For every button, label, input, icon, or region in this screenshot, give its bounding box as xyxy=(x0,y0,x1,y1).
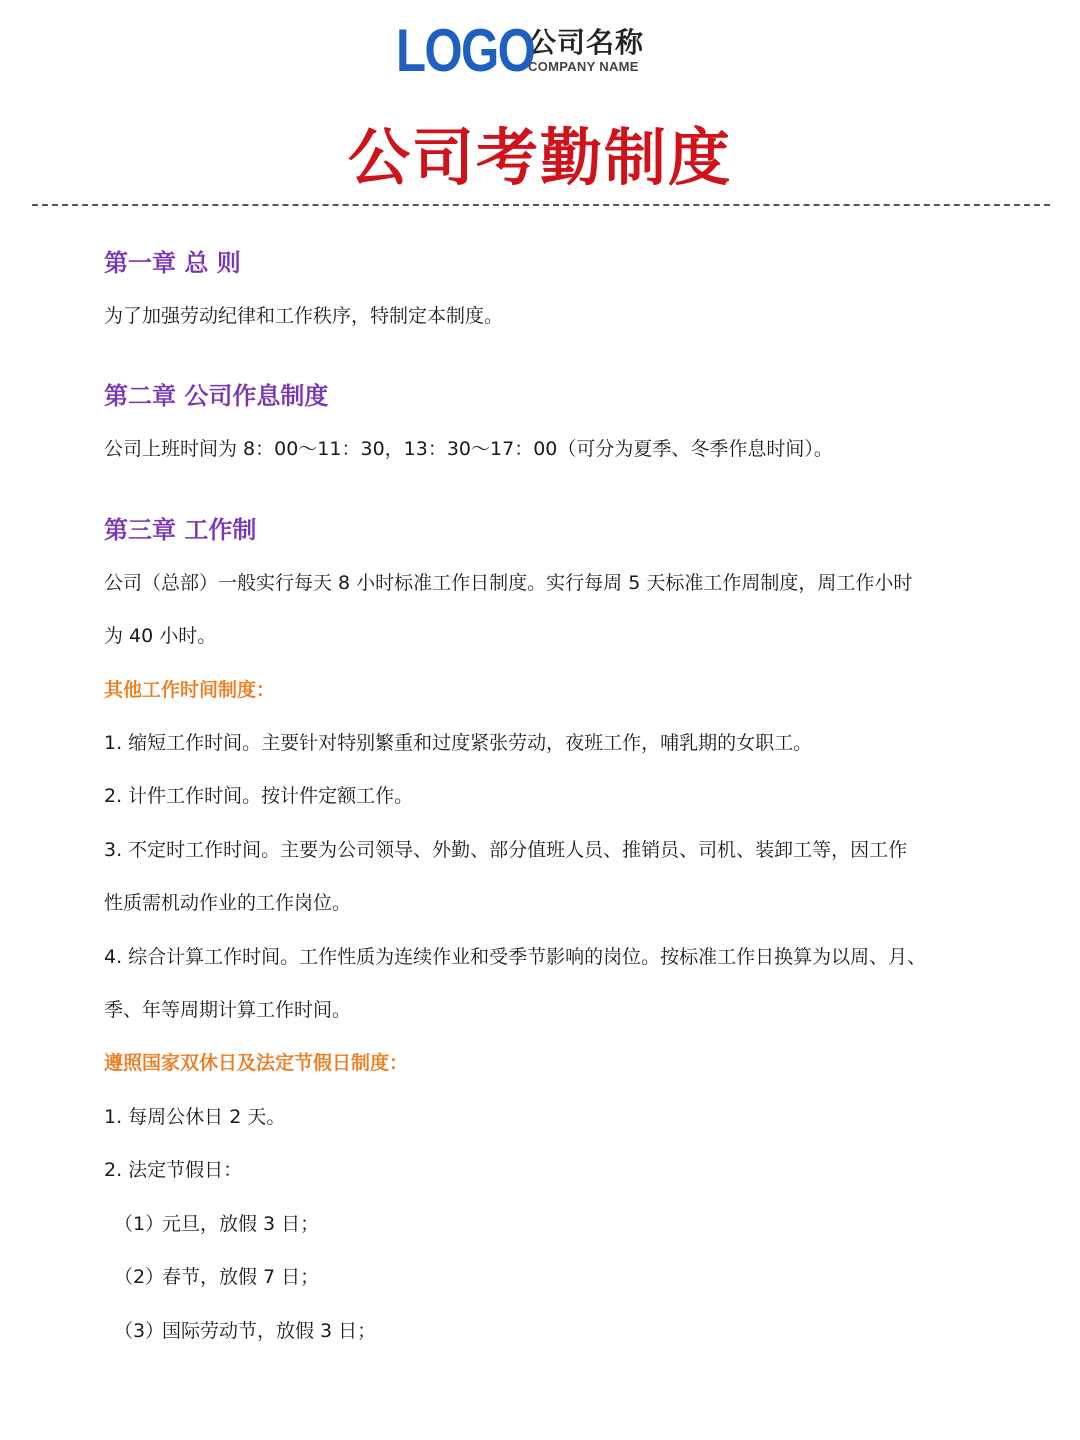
document-title: 公司考勤制度 xyxy=(347,121,732,194)
holiday-sub-item-number: （2） xyxy=(114,1266,165,1289)
other-hours-item-2: 2. 计件工作时间。按计件定额工作。 xyxy=(104,785,414,808)
holiday-sub-item-number: （3） xyxy=(114,1319,165,1342)
chapter-3-text-line-1: 公司（总部）一般实行每天 8 小时标准工作日制度。实行每周 5 天标准工作周制度，周工作小时 xyxy=(104,571,913,594)
chapter-3-text-line-2: 为 40 小时。 xyxy=(104,625,217,648)
holiday-sub-item-number: （1） xyxy=(114,1212,165,1235)
holiday-sub-item-1 xyxy=(104,1198,1004,1251)
holidays-item-2: 2. 法定节假日： xyxy=(104,1159,243,1182)
holiday-sub-item-text: 国际劳动节，放假 3 日； xyxy=(162,1319,377,1342)
holiday-sub-item-text: 元旦，放假 3 日； xyxy=(162,1212,320,1235)
chapter-2-text: 公司上班时间为 8：00～11：30，13：30～17：00（可分为夏季、冬季作息时间）。 xyxy=(104,438,833,461)
holiday-sub-item-text: 春节，放假 7 日； xyxy=(162,1266,320,1289)
chapter-1-heading: 第一章 总 则 xyxy=(104,249,241,277)
logo-text: LOGO xyxy=(396,17,535,84)
logo xyxy=(396,18,644,84)
chapter-2-heading: 第二章 公司作息制度 xyxy=(104,382,329,411)
other-hours-item-1: 1. 缩短工作时间。主要针对特别繁重和过度紧张劳动，夜班工作，哺乳期的女职工。 xyxy=(104,732,813,755)
other-hours-item-3-cont: 性质需机动作业的工作岗位。 xyxy=(104,892,352,915)
chapter-1-text: 为了加强劳动纪律和工作秩序，特制定本制度。 xyxy=(104,305,504,327)
holiday-sub-item-3 xyxy=(104,1305,1004,1358)
company-name-en: COMPANY NAME xyxy=(528,59,639,74)
holiday-sub-item-2 xyxy=(104,1251,1004,1304)
other-hours-item-4: 4. 综合计算工作时间。工作性质为连续作业和受季节影响的岗位。按标准工作日换算为以周、月、 xyxy=(104,945,927,968)
company-name-block xyxy=(528,27,644,75)
holidays-item-1: 1. 每周公休日 2 天。 xyxy=(104,1105,286,1128)
company-name-cn: 公司名称 xyxy=(528,26,645,59)
holidays-heading: 遵照国家双休日及法定节假日制度： xyxy=(104,1052,409,1075)
dashed-divider xyxy=(32,204,1050,206)
document-body xyxy=(104,236,1004,1358)
other-hours-item-4-cont: 季、年等周期计算工作时间。 xyxy=(104,999,352,1022)
chapter-3-heading: 第三章 工作制 xyxy=(104,515,257,544)
other-hours-heading: 其他工作时间制度： xyxy=(104,678,276,701)
other-hours-item-3: 3. 不定时工作时间。主要为公司领导、外勤、部分值班人员、推销员、司机、装卸工等，因工作 xyxy=(104,838,908,861)
header xyxy=(0,18,1080,88)
